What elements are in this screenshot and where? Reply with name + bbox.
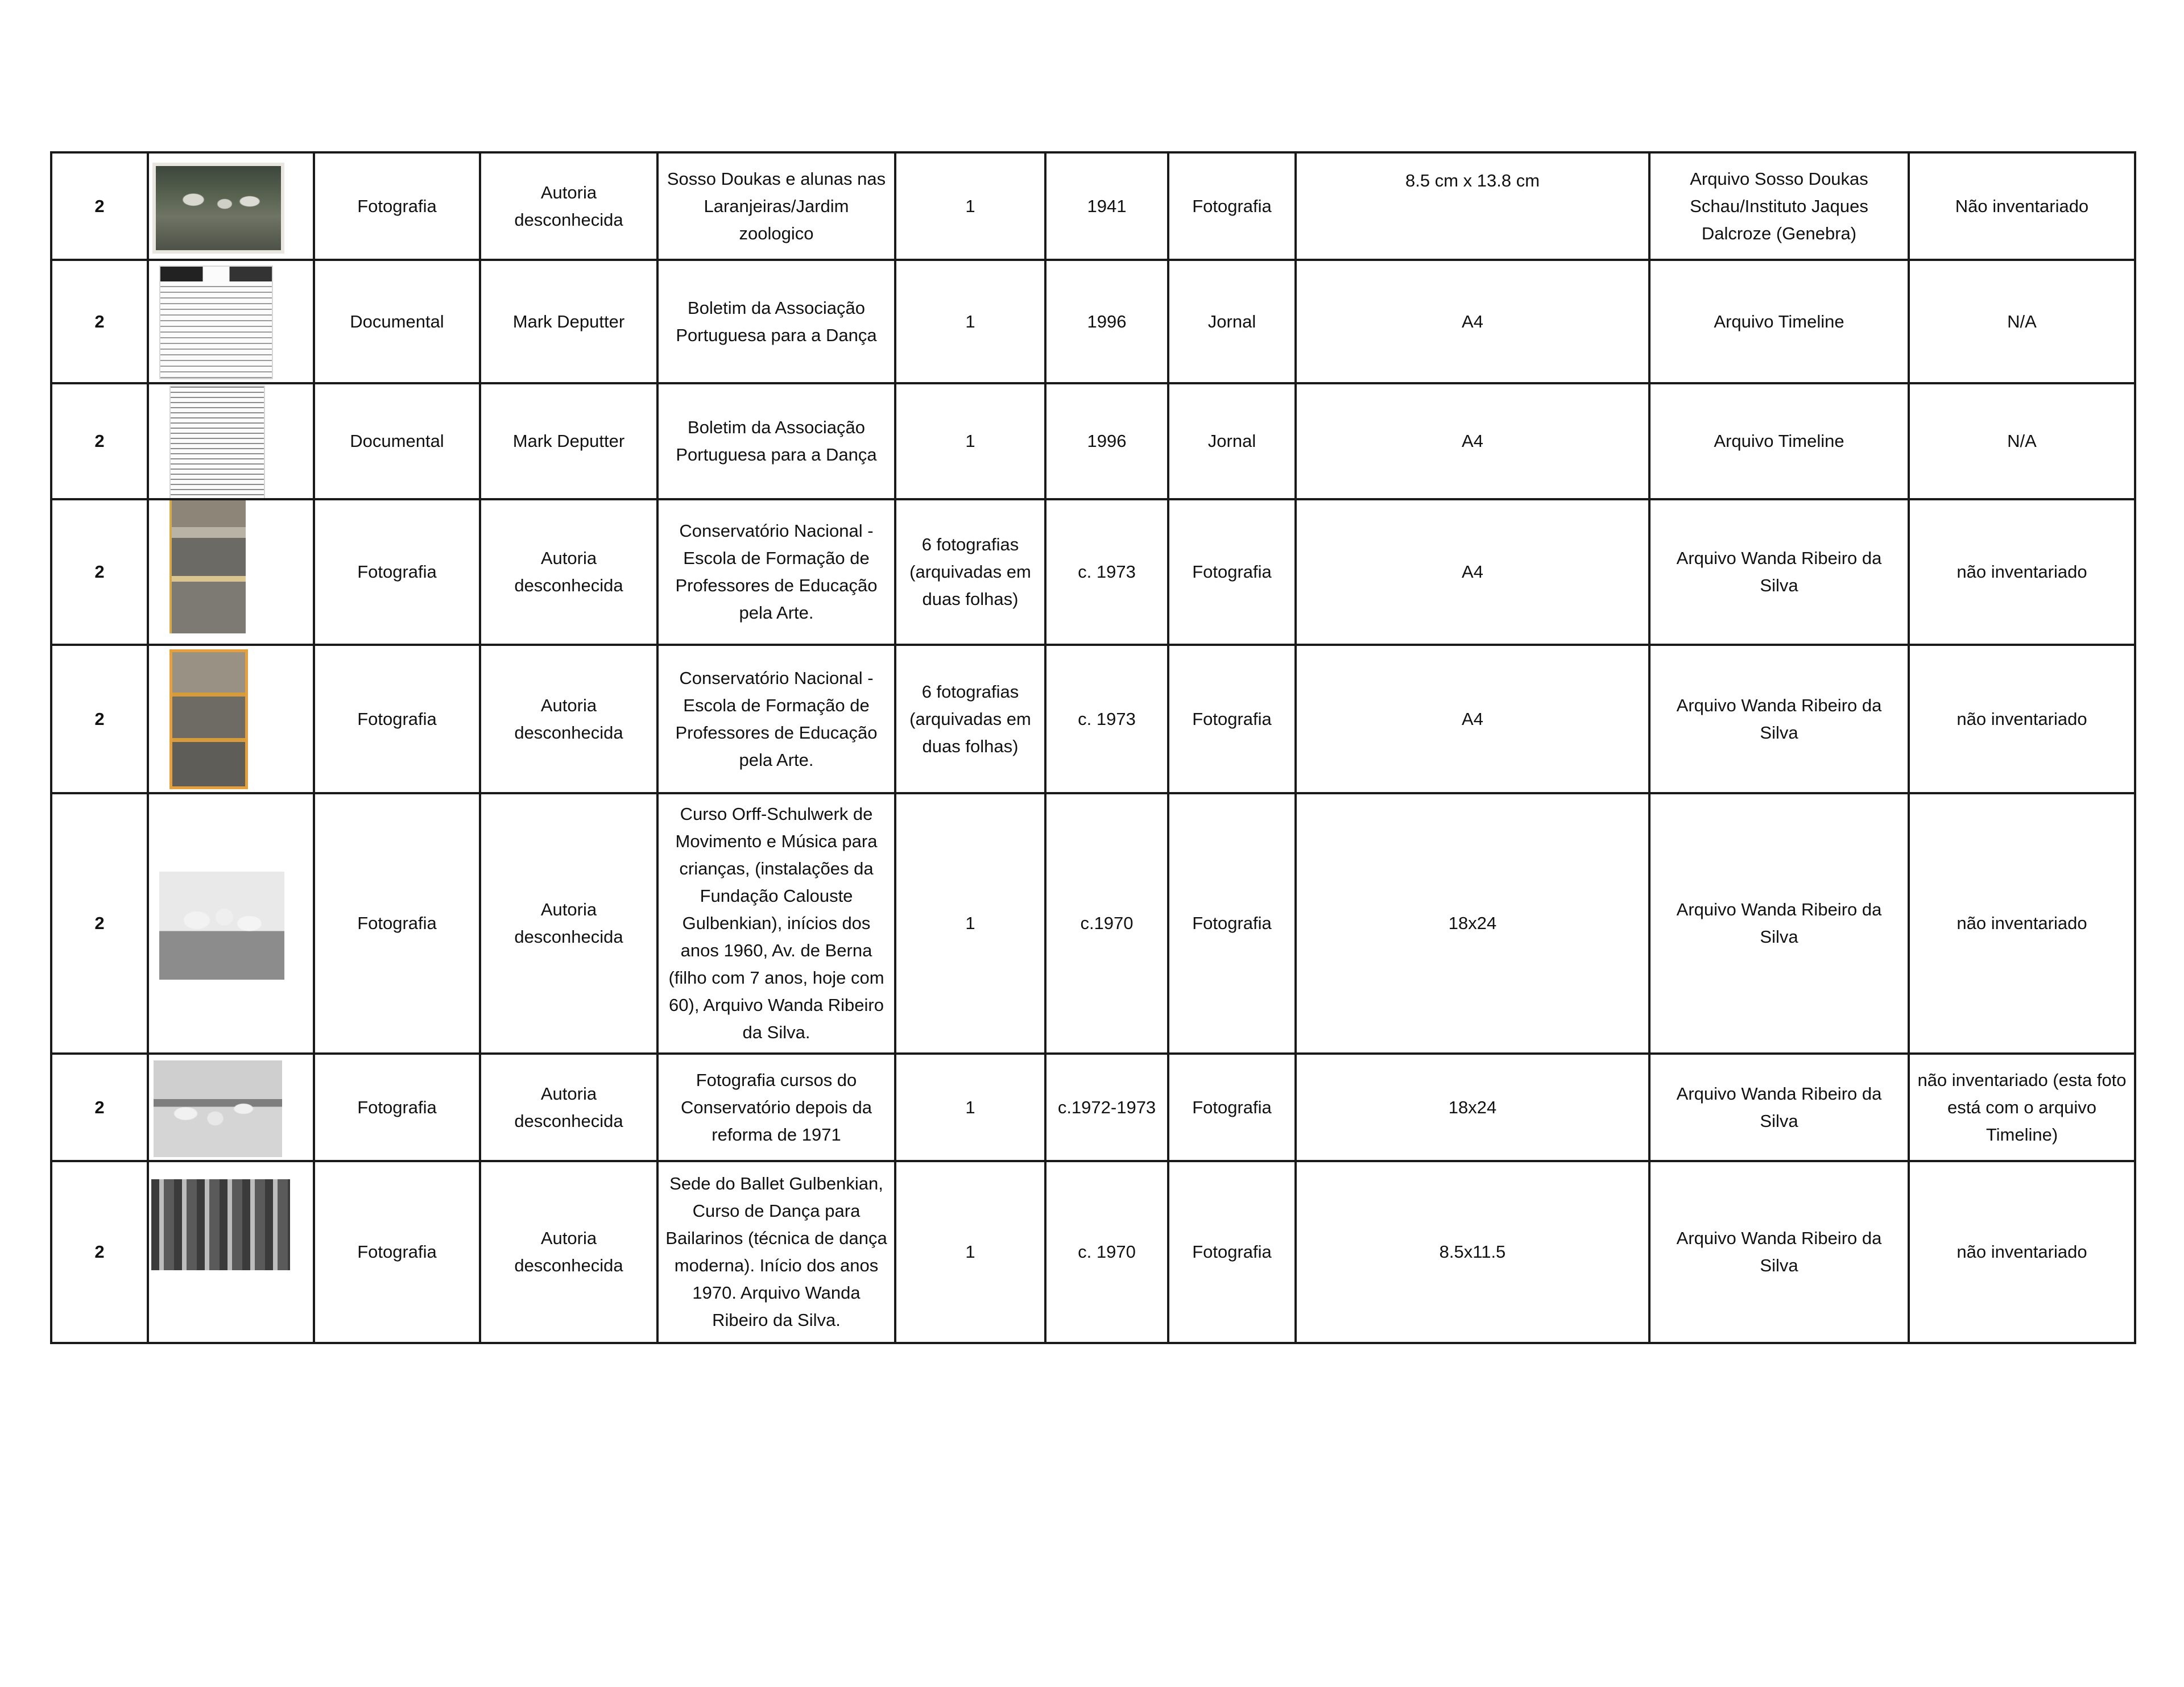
item-status: não inventariado (1909, 1161, 2135, 1343)
item-author: Autoria desconhecida (480, 1054, 657, 1161)
item-date: 1941 (1045, 152, 1168, 260)
item-dimensions: 18x24 (1296, 1054, 1649, 1161)
item-dimensions: A4 (1296, 499, 1649, 645)
box-number: 2 (51, 1054, 148, 1161)
item-format: Fotografia (1168, 1161, 1296, 1343)
item-format: Fotografia (1168, 1054, 1296, 1161)
item-source: Arquivo Wanda Ribeiro da Silva (1649, 1054, 1909, 1161)
item-status: N/A (1909, 383, 2135, 499)
photo-sheet-thumbnail-icon[interactable] (169, 649, 248, 789)
thumbnail-cell (148, 645, 314, 793)
item-title: Curso Orff-Schulwerk de Movimento e Música para crianças, (instalações da Fundação Calouste Gulbenkian), inícios dos anos 1960, Av. de Berna (filho com 7 anos, hoje com 60), Arquivo Wanda Ribeiro da Silva. (657, 793, 895, 1054)
item-title: Conservatório Nacional - Escola de Formação de Professores de Educação pela Arte. (657, 645, 895, 793)
item-dimensions: 8.5x11.5 (1296, 1161, 1649, 1343)
item-status: Não inventariado (1909, 152, 2135, 260)
item-source: Arquivo Wanda Ribeiro da Silva (1649, 1161, 1909, 1343)
item-author: Mark Deputter (480, 383, 657, 499)
table-row (51, 645, 2135, 793)
item-title: Fotografia cursos do Conservatório depois da reforma de 1971 (657, 1054, 895, 1161)
item-type: Fotografia (314, 793, 480, 1054)
item-author: Mark Deputter (480, 260, 657, 383)
box-number: 2 (51, 793, 148, 1054)
item-author: Autoria desconhecida (480, 645, 657, 793)
item-date: c. 1973 (1045, 499, 1168, 645)
box-number: 2 (51, 383, 148, 499)
item-quantity: 1 (895, 152, 1045, 260)
item-status: não inventariado (1909, 645, 2135, 793)
item-date: c. 1970 (1045, 1161, 1168, 1343)
item-title: Boletim da Associação Portuguesa para a Dança (657, 383, 895, 499)
photo-thumbnail-icon[interactable] (152, 163, 284, 254)
table-row (51, 1161, 2135, 1343)
inventory-sheet (50, 151, 2134, 1344)
photo-thumbnail-icon[interactable] (154, 1060, 282, 1157)
item-type: Fotografia (314, 1054, 480, 1161)
item-source: Arquivo Sosso Doukas Schau/Instituto Jaques Dalcroze (Genebra) (1649, 152, 1909, 260)
item-source: Arquivo Timeline (1649, 260, 1909, 383)
item-type: Documental (314, 260, 480, 383)
item-type: Fotografia (314, 645, 480, 793)
table-row (51, 1054, 2135, 1161)
item-title: Sosso Doukas e alunas nas Laranjeiras/Jardim zoologico (657, 152, 895, 260)
item-quantity: 6 fotografias (arquivadas em duas folhas) (895, 499, 1045, 645)
item-dimensions: 18x24 (1296, 793, 1649, 1054)
box-number: 2 (51, 499, 148, 645)
item-quantity: 1 (895, 383, 1045, 499)
photo-sheet-thumbnail-icon[interactable] (169, 499, 246, 633)
item-quantity: 1 (895, 1054, 1045, 1161)
inventory-table (50, 151, 2136, 1344)
item-type: Documental (314, 383, 480, 499)
item-dimensions: A4 (1296, 260, 1649, 383)
box-number: 2 (51, 1161, 148, 1343)
item-format: Jornal (1168, 383, 1296, 499)
item-format: Fotografia (1168, 645, 1296, 793)
box-number: 2 (51, 645, 148, 793)
newspaper-thumbnail-icon[interactable] (169, 386, 265, 499)
item-quantity: 1 (895, 1161, 1045, 1343)
item-dimensions: 8.5 cm x 13.8 cm (1296, 152, 1649, 260)
item-source: Arquivo Wanda Ribeiro da Silva (1649, 793, 1909, 1054)
item-format: Fotografia (1168, 499, 1296, 645)
table-row (51, 152, 2135, 260)
item-date: c.1970 (1045, 793, 1168, 1054)
item-dimensions: A4 (1296, 383, 1649, 499)
table-row (51, 499, 2135, 645)
item-author: Autoria desconhecida (480, 793, 657, 1054)
box-number: 2 (51, 152, 148, 260)
item-type: Fotografia (314, 1161, 480, 1343)
item-type: Fotografia (314, 152, 480, 260)
table-row (51, 260, 2135, 383)
item-quantity: 1 (895, 260, 1045, 383)
table-row (51, 383, 2135, 499)
item-quantity: 1 (895, 793, 1045, 1054)
item-date: 1996 (1045, 383, 1168, 499)
table-row (51, 793, 2135, 1054)
item-status: não inventariado (esta foto está com o arquivo Timeline) (1909, 1054, 2135, 1161)
item-source: Arquivo Wanda Ribeiro da Silva (1649, 499, 1909, 645)
thumbnail-cell (148, 152, 314, 260)
item-title: Boletim da Associação Portuguesa para a Dança (657, 260, 895, 383)
item-source: Arquivo Timeline (1649, 383, 1909, 499)
item-status: não inventariado (1909, 499, 2135, 645)
item-title: Conservatório Nacional - Escola de Formação de Professores de Educação pela Arte. (657, 499, 895, 645)
item-author: Autoria desconhecida (480, 152, 657, 260)
thumbnail-cell (148, 260, 314, 383)
item-format: Fotografia (1168, 793, 1296, 1054)
item-date: 1996 (1045, 260, 1168, 383)
item-date: c. 1973 (1045, 645, 1168, 793)
thumbnail-cell (148, 383, 314, 499)
thumbnail-cell (148, 499, 314, 645)
thumbnail-cell (148, 793, 314, 1054)
item-title: Sede do Ballet Gulbenkian, Curso de Dança para Bailarinos (técnica de dança moderna). Início dos anos 1970. Arquivo Wanda Ribeiro da Silva. (657, 1161, 895, 1343)
item-author: Autoria desconhecida (480, 1161, 657, 1343)
item-format: Jornal (1168, 260, 1296, 383)
item-quantity: 6 fotografias (arquivadas em duas folhas) (895, 645, 1045, 793)
box-number: 2 (51, 260, 148, 383)
thumbnail-cell (148, 1054, 314, 1161)
item-type: Fotografia (314, 499, 480, 645)
item-source: Arquivo Wanda Ribeiro da Silva (1649, 645, 1909, 793)
newspaper-thumbnail-icon[interactable] (159, 266, 273, 379)
item-dimensions: A4 (1296, 645, 1649, 793)
item-date: c.1972-1973 (1045, 1054, 1168, 1161)
thumbnail-cell (148, 1161, 314, 1343)
item-status: não inventariado (1909, 793, 2135, 1054)
photo-thumbnail-icon[interactable] (159, 872, 284, 980)
photo-thumbnail-icon[interactable] (151, 1179, 290, 1270)
item-status: N/A (1909, 260, 2135, 383)
item-author: Autoria desconhecida (480, 499, 657, 645)
item-format: Fotografia (1168, 152, 1296, 260)
